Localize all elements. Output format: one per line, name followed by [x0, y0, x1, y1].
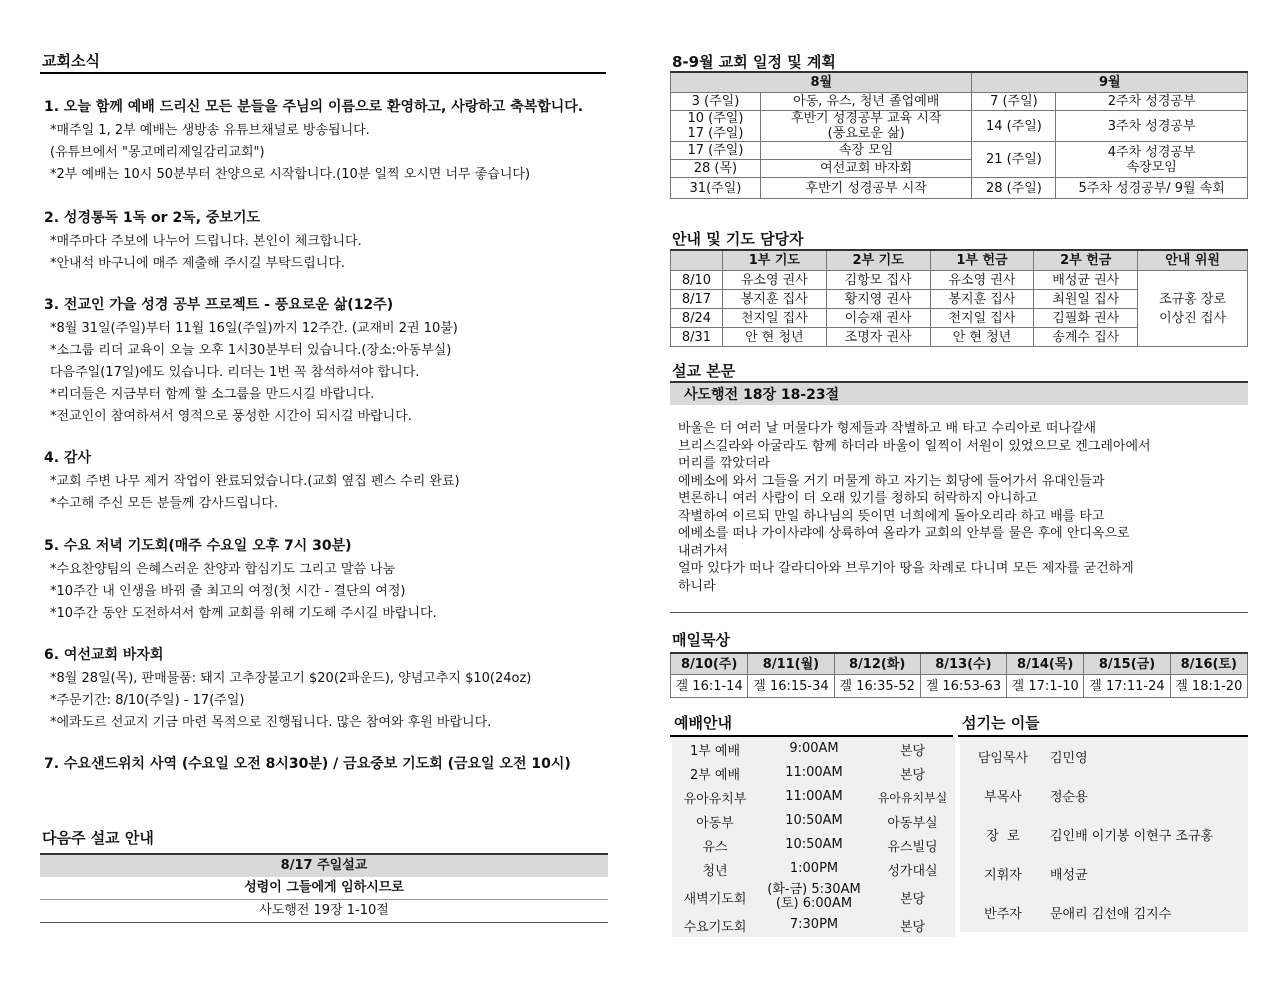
daily-reference: 겔 16:1-14 [671, 675, 748, 698]
news-item-7 [44, 753, 604, 777]
news-item-4 [44, 447, 604, 515]
daily-date: 8/12(화) [834, 653, 920, 675]
schedule-month-header: 8월 [671, 72, 972, 93]
duty-cell: 안 현 청년 [930, 328, 1034, 347]
daily-date: 8/13(수) [920, 653, 1006, 675]
servant-names: 김인배 이기봉 이현구 조규홍 [1050, 829, 1214, 844]
servant-names: 정순용 [1050, 790, 1088, 805]
daily-date: 8/16(토) [1170, 653, 1247, 675]
news-item-5 [44, 535, 604, 625]
news-item-line: *10주간 내 인생을 바꿔 줄 최고의 여정(첫 시간 - 결단의 여정) [50, 584, 406, 599]
schedule-date: 17 (주일) [671, 142, 761, 160]
servant-row [960, 854, 1248, 893]
sermon-line: 바울은 더 여러 날 머물다가 형제들과 작별하고 배 타고 수리아로 떠나갈새 [678, 421, 1097, 436]
duty-cell: 봉지훈 집사 [722, 290, 826, 309]
news-item-heading: 7. 수요샌드위치 사역 (수요일 오전 8시30분) / 금요중보 기도회 (금요일 오전 10시) [44, 756, 571, 772]
worship-place: 본당 [899, 919, 926, 935]
duty-header: 안내 위원 [1138, 250, 1248, 271]
news-item-heading: 2. 성경통독 1독 or 2독, 중보기도 [44, 210, 260, 226]
worship-guide-title: 예배안내 [674, 714, 732, 732]
schedule-event: 아동, 유스, 청년 졸업예배 [760, 93, 972, 111]
schedule-event: 후반기 성경공부 교육 시작 (풍요로운 삶) [760, 111, 972, 142]
servant-role: 담임목사 [977, 751, 1029, 766]
duty-date: 8/24 [671, 309, 723, 328]
worship-time: 7:30PM [789, 917, 839, 932]
duty-header: 1부 헌금 [930, 250, 1034, 271]
news-item-heading: 5. 수요 저녁 기도회(매주 수요일 오후 7시 30분) [44, 538, 352, 554]
daily-date: 8/11(월) [748, 653, 834, 675]
news-item-3 [44, 294, 604, 428]
schedule-month-header: 9월 [972, 72, 1248, 93]
schedule-event: 4주차 성경공부 속장모임 [1056, 142, 1248, 178]
duty-title: 안내 및 기도 담당자 [672, 230, 804, 248]
duty-cell: 김항모 집사 [826, 271, 930, 290]
duty-date: 8/31 [671, 328, 723, 347]
duty-header: 1부 기도 [722, 250, 826, 271]
news-item-1 [44, 96, 604, 186]
news-item-line: *소그룹 리더 교육이 오늘 오후 1시30분부터 있습니다.(장소:아동부실) [50, 343, 452, 358]
ushers-cell: 조규홍 장로 이상진 집사 [1138, 271, 1248, 347]
news-item-2 [44, 207, 604, 275]
worship-name: 청년 [702, 863, 728, 879]
schedule-date: 14 (주일) [972, 111, 1056, 142]
schedule-date: 3 (주일) [671, 93, 761, 111]
news-item-line: *에콰도르 선교지 기금 마련 목적으로 진행됩니다. 많은 참여와 후원 바랍니다. [50, 715, 492, 730]
sermon-line: 작별하여 이르되 만일 하나님의 뜻이면 너희에게 돌아오리라 하고 배를 타고 [678, 508, 1105, 524]
schedule-event: 3주차 성경공부 [1056, 111, 1248, 142]
servant-role: 장 로 [986, 829, 1020, 844]
sermon-line: 내려가서 [678, 543, 729, 559]
duty-date: 8/17 [671, 290, 723, 309]
duty-header: 2부 헌금 [1034, 250, 1138, 271]
duty-cell: 안 현 청년 [722, 328, 826, 347]
worship-name: 새벽기도회 [683, 891, 747, 907]
worship-name: 유스 [702, 839, 728, 855]
duty-header [671, 250, 723, 271]
servant-row [960, 893, 1248, 932]
next-sermon-box [40, 853, 608, 923]
news-item-line: *수요찬양팀의 은혜스러운 찬양과 합심기도 그리고 말씀 나눔 [50, 562, 396, 577]
news-item-heading: 1. 오늘 함께 예배 드리신 모든 분들을 주님의 이름으로 환영하고, 사랑하고 축복합니다. [44, 99, 584, 115]
worship-place: 아동부실 [887, 815, 938, 831]
divider [670, 612, 1248, 613]
news-item-line: *10주간 동안 도전하셔서 함께 교회를 위해 기도해 주시길 바랍니다. [50, 606, 437, 621]
next-sermon-title: 다음주 설교 안내 [42, 829, 154, 847]
daily-reference: 겔 16:15-34 [748, 675, 834, 698]
duty-cell: 이승재 권사 [826, 309, 930, 328]
schedule-event: 후반기 성경공부 시작 [760, 178, 972, 199]
daily-devotion-title: 매일묵상 [672, 631, 730, 649]
servant-row [960, 737, 1248, 776]
servants-list [960, 737, 1248, 932]
news-item-heading: 4. 감사 [44, 450, 91, 466]
worship-time: 1:00PM [789, 861, 839, 876]
news-item-line: *전교인이 참여하셔서 영적으로 풍성한 시간이 되시길 바랍니다. [50, 409, 412, 424]
servant-names: 배성균 [1050, 868, 1088, 883]
worship-row [672, 881, 955, 913]
worship-place: 본당 [899, 891, 926, 907]
duty-table [670, 249, 1248, 347]
sermon-text [678, 420, 1248, 595]
schedule-date: 7 (주일) [972, 93, 1056, 111]
news-item-line: (유튜브에서 "몽고메리제일감리교회") [50, 145, 265, 160]
news-item-6 [44, 644, 604, 734]
sermon-line: 머리를 깎았더라 [678, 456, 771, 471]
daily-date: 8/14(목) [1007, 653, 1084, 675]
worship-place: 본당 [899, 767, 926, 783]
worship-time: 11:00AM [785, 789, 843, 804]
worship-time: (화-금) 5:30AM (토) 6:00AM [767, 882, 861, 911]
daily-reference: 겔 17:1-10 [1007, 675, 1084, 698]
news-item-line: *8월 28일(목), 판매물품: 돼지 고추장불고기 $20(2파운드), 양념고추지 $10(24oz) [50, 671, 532, 686]
news-item-line: *매주일 1, 2부 예배는 생방송 유튜브채널로 방송됩니다. [50, 123, 370, 138]
sermon-reference: 사도행전 18장 18-23절 [670, 381, 1248, 405]
daily-date: 8/10(주) [671, 653, 748, 675]
duty-date: 8/10 [671, 271, 723, 290]
sermon-title: 설교 본문 [672, 362, 736, 380]
schedule-event: 2주차 성경공부 [1056, 93, 1248, 111]
news-item-line: *수고해 주신 모든 분들께 감사드립니다. [50, 496, 279, 511]
worship-time: 11:00AM [785, 765, 843, 780]
worship-place: 유스빌딩 [887, 839, 938, 855]
schedule-event: 속장 모임 [760, 142, 972, 160]
schedule-date: 28 (주일) [972, 178, 1056, 199]
duty-header: 2부 기도 [826, 250, 930, 271]
schedule-date: 10 (주일) 17 (주일) [671, 111, 761, 142]
schedule-date: 28 (목) [671, 160, 761, 178]
duty-cell: 송계수 집사 [1034, 328, 1138, 347]
sermon-line: 에베소에 와서 그들을 거기 머물게 하고 자기는 회당에 들어가서 유대인들과 [678, 473, 1105, 489]
duty-cell: 천지일 집사 [930, 309, 1034, 328]
servant-row [960, 776, 1248, 815]
worship-row [672, 913, 955, 937]
news-item-line: *교회 주변 나무 제거 작업이 완료되었습니다.(교회 옆집 펜스 수리 완료) [50, 474, 460, 489]
schedule-event: 여선교회 바자회 [760, 160, 972, 178]
schedule-title: 8-9월 교회 일정 및 계획 [672, 53, 836, 71]
sermon-line: 하니라 [678, 578, 716, 594]
worship-name: 아동부 [696, 815, 734, 831]
servant-role: 지휘자 [984, 868, 1022, 883]
servant-role: 반주자 [984, 907, 1022, 922]
sermon-line: 브리스길라와 아굴라도 함께 하더라 바울이 일찍이 서원이 있었으므로 겐그레아에서 [678, 438, 1151, 454]
divider [40, 72, 606, 74]
servant-row [960, 815, 1248, 854]
news-item-line: *리더들은 지금부터 함께 할 소그룹을 만드시길 바랍니다. [50, 387, 375, 402]
sermon-line: 에베소를 떠나 가이사랴에 상륙하여 올라가 교회의 안부를 물은 후에 안디옥으로 [678, 526, 1130, 541]
next-sermon-name: 성령이 그들에게 임하시므로 [40, 877, 608, 900]
worship-guide-list [672, 737, 955, 937]
worship-row [672, 809, 955, 833]
worship-place: 성가대실 [887, 863, 938, 879]
news-item-heading: 3. 전교인 가을 성경 공부 프로젝트 - 풍요로운 삶(12주) [44, 297, 394, 313]
next-sermon-date: 8/17 주일설교 [40, 853, 608, 877]
daily-date: 8/15(금) [1084, 653, 1170, 675]
duty-cell: 배성균 권사 [1034, 271, 1138, 290]
worship-row [672, 761, 955, 785]
duty-cell: 조명자 권사 [826, 328, 930, 347]
sermon-line: 변론하니 여러 사람이 더 오래 있기를 청하되 허락하지 아니하고 [678, 491, 1038, 506]
servant-names: 문애리 김선애 김지수 [1050, 907, 1172, 922]
sermon-line: 얼마 있다가 떠나 갈라디아와 브루기아 땅을 차례로 다니며 모든 제자를 굳건하게 [678, 561, 1134, 576]
worship-row [672, 737, 955, 761]
duty-cell: 천지일 집사 [722, 309, 826, 328]
news-item-line: *주문기간: 8/10(주일) - 17(주일) [50, 693, 245, 708]
worship-time: 10:50AM [785, 813, 843, 828]
worship-time: 9:00AM [789, 741, 839, 756]
next-sermon-reference: 사도행전 19장 1-10절 [40, 900, 608, 923]
news-item-line: *매주마다 주보에 나누어 드립니다. 본인이 체크합니다. [50, 234, 362, 249]
schedule-date: 31(주일) [671, 178, 761, 199]
schedule-event: 5주차 성경공부/ 9월 속회 [1056, 178, 1248, 199]
duty-cell: 유소영 권사 [930, 271, 1034, 290]
worship-row [672, 857, 955, 881]
worship-place: 본당 [899, 743, 926, 759]
worship-time: 10:50AM [785, 837, 843, 852]
church-news-title: 교회소식 [42, 52, 100, 70]
duty-cell: 김필화 권사 [1034, 309, 1138, 328]
servant-role: 부목사 [984, 790, 1022, 805]
news-item-heading: 6. 여선교회 바자회 [44, 647, 164, 663]
news-item-line: 다음주일(17일)에도 있습니다. 리더는 1번 꼭 참석하셔야 합니다. [50, 365, 420, 380]
news-item-line: *8월 31일(주일)부터 11월 16일(주일)까지 12주간. (교재비 2권 10불) [50, 321, 458, 336]
schedule-date: 21 (주일) [972, 142, 1056, 178]
schedule-table [670, 71, 1248, 199]
worship-row [672, 833, 955, 857]
daily-reference: 겔 16:53-63 [920, 675, 1006, 698]
servants-title: 섬기는 이들 [962, 714, 1040, 732]
worship-name: 수요기도회 [683, 919, 747, 935]
worship-name: 2부 예배 [689, 767, 741, 783]
daily-reference: 겔 18:1-20 [1170, 675, 1247, 698]
news-item-line: *안내석 바구니에 매주 제출해 주시길 부탁드립니다. [50, 256, 346, 271]
worship-name: 1부 예배 [689, 743, 741, 759]
servant-names: 김민영 [1050, 751, 1088, 766]
news-item-line: *2부 예배는 10시 50분부터 찬양으로 시작합니다.(10분 일찍 오시면 너무 좋습니다) [50, 167, 531, 182]
worship-name: 유아유치부 [683, 791, 747, 807]
worship-place: 유아유치부실 [877, 790, 948, 805]
worship-row [672, 785, 955, 809]
daily-devotion-table [670, 652, 1248, 698]
duty-cell: 유소영 권사 [722, 271, 826, 290]
duty-cell: 봉지훈 집사 [930, 290, 1034, 309]
daily-reference: 겔 16:35-52 [834, 675, 920, 698]
duty-cell: 황지영 권사 [826, 290, 930, 309]
daily-reference: 겔 17:11-24 [1084, 675, 1170, 698]
duty-cell: 최원일 집사 [1034, 290, 1138, 309]
